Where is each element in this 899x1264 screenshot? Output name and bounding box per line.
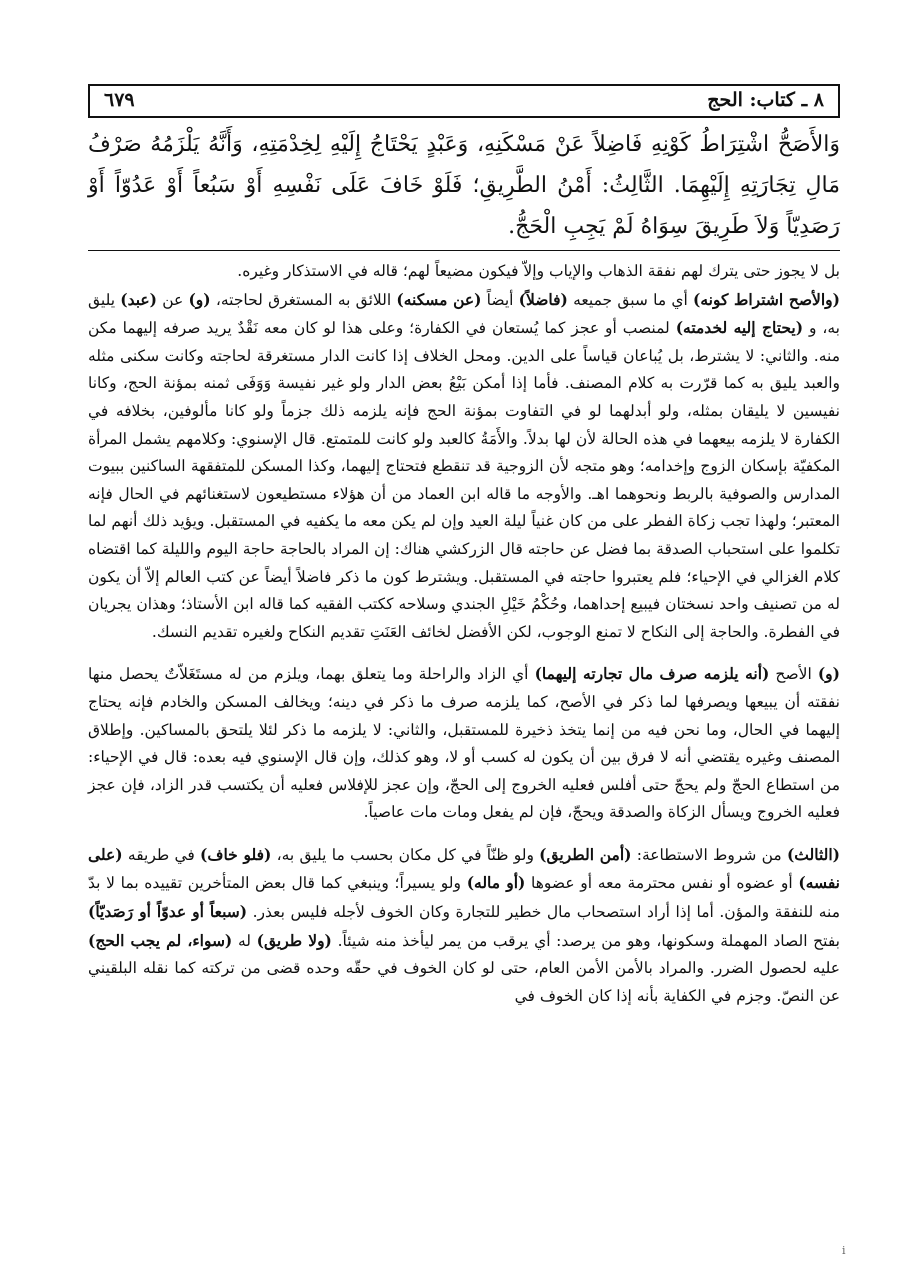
bold-quote-segment: (ولا طريق) xyxy=(256,930,332,950)
text-segment: أي ما سبق جميعه xyxy=(567,290,693,309)
bold-quote-segment: (أو ماله) xyxy=(466,873,526,893)
bold-quote-segment: (والأصح اشتراط كونه) xyxy=(693,289,840,309)
text-segment: أيضاً xyxy=(481,290,519,309)
bold-quote-segment: (الثالث) xyxy=(786,844,840,864)
text-segment: ولو يسيراً؛ وينبغي كما قال بعض المتأخرين تقييده بما لا بدّ منه للنفقة والمؤن. أما إذا أراد استصحاب مال خطير للتجارة وكان الخوف لأجله فليس بعذر. xyxy=(88,874,840,922)
bold-quote-segment: (عن مسكنه) xyxy=(396,289,482,309)
commentary-paragraph-1: بل لا يجوز حتى يترك لهم نفقة الذهاب والإياب وإلاّ فيكون مضيعاً لهم؛ قاله في الاستذكار وغيره. xyxy=(237,262,840,280)
commentary-paragraph-3 xyxy=(88,660,840,827)
separator-rule xyxy=(88,250,840,251)
commentary xyxy=(88,258,840,1010)
text-segment: عليه لحصول الضرر. والمراد بالأمن الأمن العام، حتى لو كان الخوف في حقّه وحده قضى من تركته كما نقله البلقيني عن النصّ. وجزم في الكفاية بأنه إذا كان الخوف في xyxy=(88,959,840,1005)
text-segment: الأصح xyxy=(769,665,818,684)
text-segment: يليق به، و xyxy=(88,290,840,338)
bold-quote-segment: (عبد) xyxy=(120,289,157,309)
bold-quote-segment: (يحتاج إليه لخدمته) xyxy=(675,318,804,338)
text-segment: اللائق به المستغرق لحاجته، xyxy=(210,290,397,309)
footer-mark: i xyxy=(842,1244,846,1257)
page-header xyxy=(88,84,840,118)
text-segment: لمنصب أو عجز كما يُستعان في الكفارة؛ وعلى هذا لو كان معه نَقْدٌ يريد صرفه إليهما مكن منه. والثاني: لا يشترط، بل يُباعان قياساً على الدين. ومحل الخلاف إذا كانت الدار مستغرقة لحاجته وكانت سكنى مثله والعبد يليق به كما قرّرت به كلام المصنف. فأما إذا أمكن بَيْعُ بعض الدار ولو غير نفيسة وَوَفَى ثمنه بمؤنة الحج، وكانا نفيسين لا يليقان بمثله، ولو أبدلهما لو في التفاوت بمؤنة الحج فإنه يلزمه ذلك جزماً ولو كانا مألوفين، بخلافه في الكفارة لا يلزمه بيعهما في هذه الحالة لأن لها بدلاً. والأَمَةُ كالعبد ولو كانت للمتمتع. قال الإسنوي: وكلامهم يشمل المرأة المكفيّة بإسكان الزوج وإخدامه؛ وهو متجه لأن الزوجية قد تنقطع فتحتاج إليهما، وكذا المسكن للمتفقهة الساكنين ببيوت المدارس والصوفية بالربط ونحوهما اهـ. والأوجه ما قاله ابن العماد من أن هؤلاء مستطيعون لاستغنائهم في الحال فإنه المعتبر؛ ولهذا تجب زكاة الفطر على من كان غنياً ليلة العيد وإن لم يكن معه ما يكفيه في المستقبل. ويؤيد ذلك أنهم لما تكلموا على استحباب الصدقة بما فضل عن حاجته قال الزركشي هناك: إن المراد بالحاجة حاجة اليوم والليلة كما اقتضاه كلام الغزالي في الإحياء؛ فلم يعتبروا حاجته في المستقبل. ويشترط كون ما ذكر فاضلاً أيضاً عن كتب العالم إلاّ أن يكون له من تصنيف واحد نسختان فيبيع إحداهما، وحُكْمُ خَيْلِ الجندي وسلاحه ككتب الفقيه كما قاله ابن الأستاذ؛ وهذان يجريان في الفطرة. والحاجة إلى النكاح لا تمنع الوجوب، لكن الأفضل لخائف العَنَتِ تقديم النكاح ولغيره تقديم النسك. xyxy=(88,319,840,641)
page-number: ٦٧٩ xyxy=(104,89,135,111)
commentary-paragraph-2 xyxy=(88,286,840,647)
bold-quote-segment: (و) xyxy=(817,664,840,684)
text-segment: أي الزاد والراحلة وما يتعلق بهما، ويلزم من له مستَغَلاّتٌ يحصل منها نفقته أن يبيعها ويصرفها لما ذكر في الأصح، كما يلزمه صرف ما ذكر في دينه؛ ويخالف المسكن والخادم فإنه يحتاج إليهما في الحال، وما نحن فيه من إنما يتخذ ذخيرة للمستقبل، والثاني: لا يلزمه ما ذكر لئلا يلتحق بالمساكين. وإطلاق المصنف وغيره يقتضي أنه لا فرق بين أن يكون له كسب أو لا، وهو كذلك، وإن قال الإسنوي فيه بعده: قال في الإحياء: من استطاع الحجّ ولم يحجّ حتى أفلس فعليه الخروج إلى الحجّ، وإن عجز للإفلاس فعليه أن يكتسب قدر الزاد، فإن عجز فعليه الخروج ويسأل الزكاة والصدقة ويحجّ، فإن لم يفعل ومات مات عاصياً. xyxy=(88,665,840,822)
text-segment: عن xyxy=(157,290,189,309)
chapter-title: ٨ ـ كتاب: الحج xyxy=(707,89,824,111)
text-segment: بفتح الصاد المهملة وسكونها، وهو من يرصد: أي يرقب من يمر ليأخذ منه شيئاً. xyxy=(331,931,840,950)
main-text-paragraph: وَالأَصَحُّ اشْتِرَاطُ كَوْنِهِ فَاضِلاً عَنْ مَسْكَنِهِ، وَعَبْدٍ يَحْتَاجُ إِلَيْهِ لِخِدْمَتِهِ، وَأَنَّهُ يَلْزَمُهُ صَرْفُ مَالِ تِجَارَتِهِ إِلَيْهِمَا. الثَّالِثُ: أَمْنُ الطَّرِيقِ؛ فَلَوْ خَافَ عَلَى نَفْسِهِ أَوْ سَبُعاً أَوْ عَدُوّاً أَوْ رَصَدِيّاً وَلاَ طَرِيقَ سِوَاهُ لَمْ يَجِبِ الْحَجُّ. xyxy=(88,132,841,239)
text-segment: في طريقه xyxy=(122,845,201,864)
bold-quote-segment: (سواء، لم يجب الحج) xyxy=(88,930,233,950)
text-segment: أو عضوه أو نفس محترمة معه أو عضوها xyxy=(525,874,799,893)
text-segment: ولو ظنّاً في كل مكان بحسب ما يليق به، xyxy=(271,845,540,864)
commentary-paragraph-4 xyxy=(88,841,840,1011)
bold-quote-segment: (سبعاً أو عدوّاً أو رَصَديّاً) xyxy=(88,902,248,922)
bold-quote-segment: (و) xyxy=(188,289,211,309)
bold-quote-segment: (على نفسه) xyxy=(88,844,840,893)
bold-quote-segment: (أنه يلزمه صرف مال تجارته إليهما) xyxy=(534,664,770,684)
text-segment: من شروط الاستطاعة: xyxy=(631,845,787,864)
main-text xyxy=(88,124,840,247)
bold-quote-segment: (فاضلاً) xyxy=(518,289,568,309)
bold-quote-segment: (فلو خاف) xyxy=(200,844,272,864)
bold-quote-segment: (أمن الطريق) xyxy=(539,844,632,864)
text-segment: له xyxy=(232,931,257,950)
